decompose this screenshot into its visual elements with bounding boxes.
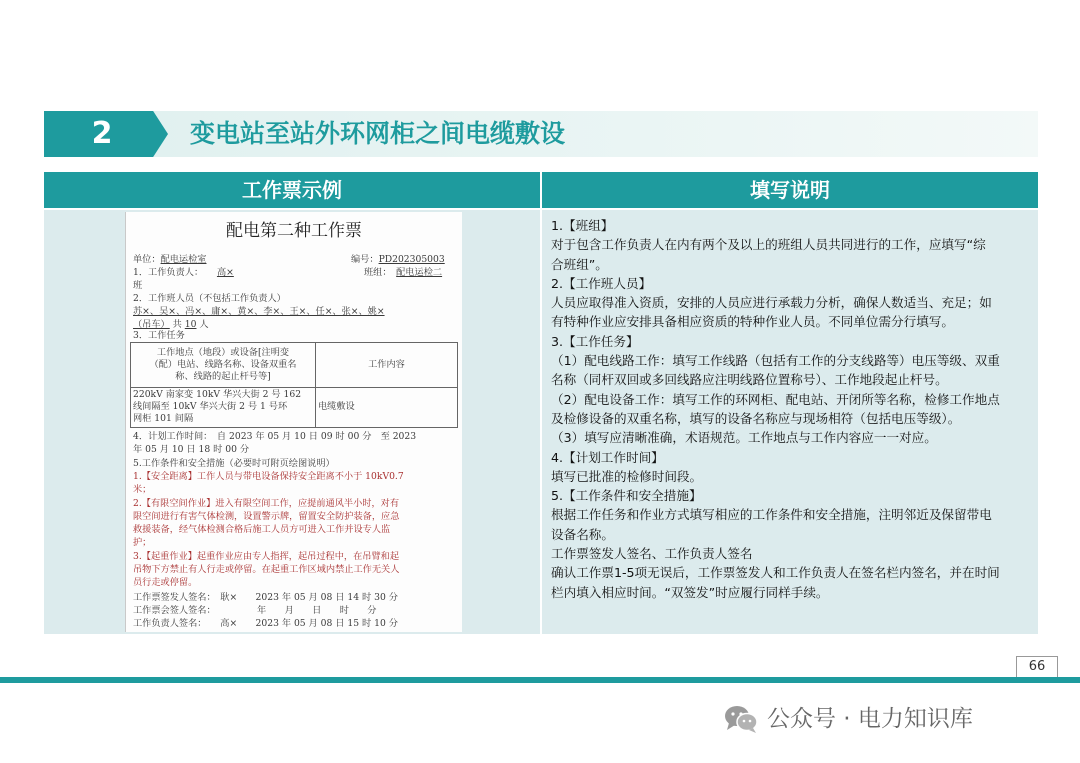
desc-line: 工作票签发人签名、工作负责人签名 xyxy=(551,546,753,562)
desc-line: 有特种作业应安排具备相应资质的特种作业人员。不同单位需分行填写。 xyxy=(551,314,954,330)
ticket-unit-line: 单位：配电运检室 xyxy=(133,254,207,265)
ticket-team-line: 班组： 配电运检二 xyxy=(364,267,443,278)
ticket-cond2-line1: 2.【有限空间作业】进入有限空间工作，应提前通风半小时，对有 xyxy=(133,498,400,509)
table-header-example: 工作票示例 xyxy=(44,172,540,208)
ticket-cond3-line3: 员行走或停留。 xyxy=(133,577,198,588)
watermark-text: 公众号 · 电力知识库 xyxy=(767,706,973,732)
instructions-text xyxy=(551,216,1035,602)
desc-line: 栏内填入相应时间。“双签发”时应履行同样手续。 xyxy=(551,584,829,600)
task-header-location: 工作地点（地段）或设备[注明变 （配）电站、线路名称、设备双重名 称、线路的起止杆号等] xyxy=(149,347,297,382)
ticket-unit-value: 配电运检室 xyxy=(160,254,207,265)
ticket-code-line: 编号：PD202305003 xyxy=(351,254,445,265)
work-ticket-image xyxy=(125,212,462,632)
table-header-instructions: 填写说明 xyxy=(542,172,1038,208)
section-title: 变电站至站外环网柜之间电缆敷设 xyxy=(190,119,566,148)
desc-line: 2.【工作班人员】 xyxy=(551,275,652,291)
desc-line: 确认工作票1-5项无误后，工作票签发人和工作负责人在签名栏内签名，并在时间 xyxy=(551,565,1000,581)
desc-line: 名称（同杆双回或多回线路应注明线路位置称号）、工作地段起止杆号。 xyxy=(551,372,948,388)
ticket-title: 配电第二种工作票 xyxy=(226,221,362,241)
wechat-icon xyxy=(723,703,759,735)
task-row-location: 220kV 南家变 10kV 华兴大街 2 号 162 线间隔至 10kV 华兴大街 2 号 1 号环 网柜 101 间隔 xyxy=(133,389,302,424)
ticket-cond1-line2: 米； xyxy=(133,484,152,495)
desc-line: 填写已批准的检修时间段。 xyxy=(551,468,703,484)
desc-line: （2）配电设备工作：填写工作的环网柜、配电站、开闭所等名称，检修工作地点 xyxy=(551,391,1000,407)
ticket-cond2-line3: 救援装备，经气体检测合格后施工人员方可进入工作并设专人监 xyxy=(133,524,391,535)
section-number: 2 xyxy=(91,116,113,151)
desc-line: 3.【工作任务】 xyxy=(551,333,639,349)
ticket-cond2-line4: 护； xyxy=(133,537,152,548)
page-number: 66 xyxy=(1016,656,1058,678)
desc-line: 人员应取得准入资质，安排的人员应进行承载力分析，确保人数适当、充足；如 xyxy=(551,295,992,311)
ticket-team-cont: 班 xyxy=(133,280,143,291)
example-cell xyxy=(44,210,540,634)
ticket-plan-line1: 4．计划工作时间： 自 2023 年 05 月 10 日 09 时 00 分 至 2023 xyxy=(133,431,417,442)
task-header-content: 工作内容 xyxy=(368,359,405,370)
ticket-cond1-line1: 1.【安全距离】工作人员与带电设备保持安全距离不小于 10kV0.7 xyxy=(133,471,404,482)
ticket-cond2-line2: 限空间进行有害气体检测，设置警示牌，留置安全防护装备，应急 xyxy=(133,511,400,522)
ticket-leader-value: 高× xyxy=(216,267,234,278)
desc-line: 1.【班组】 xyxy=(551,218,614,233)
ticket-members-line2: （吊车） 共 10 人 xyxy=(133,319,209,330)
ticket-conditions-label: 5.工作条件和安全措施（必要时可附页绘图说明） xyxy=(133,458,335,469)
ticket-team-value: 配电运检二 xyxy=(396,267,443,278)
desc-line: （1）配电线路工作：填写工作线路（包括有工作的分支线路等）电压等级、双重 xyxy=(551,353,1000,369)
ticket-sign-cosigner: 工作票会签人签名： 年 月 日 时 分 xyxy=(133,605,377,616)
task-row-content: 电缆敷设 xyxy=(318,401,355,412)
ticket-code-value: PD202305003 xyxy=(378,254,445,265)
desc-line: 4.【计划工作时间】 xyxy=(551,449,664,465)
ticket-task-label: 3．工作任务 xyxy=(133,330,185,341)
desc-line: 合班组”。 xyxy=(551,256,608,272)
desc-line: 设备名称。 xyxy=(551,526,614,542)
desc-line: 根据工作任务和作业方式填写相应的工作条件和安全措施，注明邻近及保留带电 xyxy=(551,507,992,523)
footer-bar xyxy=(0,677,1080,683)
ticket-members-line1: 苏×、吴×、冯×、庸×、黄×、李×、王×、任×、张×、姚× xyxy=(133,306,385,317)
ticket-cond3-line2: 吊物下方禁止有人行走或停留。在起重工作区域内禁止工作无关人 xyxy=(133,564,400,575)
desc-line: 对于包含工作负责人在内有两个及以上的班组人员共同进行的工作，应填写“综 xyxy=(551,237,986,253)
ticket-leader-line: 1．工作负责人： 高× xyxy=(133,267,234,278)
ticket-sign-issuer: 工作票签发人签名： 耿× 2023 年 05 月 08 日 14 时 30 分 xyxy=(133,592,398,603)
ticket-plan-line2: 年 05 月 10 日 18 时 00 分 xyxy=(133,444,250,455)
ticket-sign-leader: 工作负责人签名： 高× 2023 年 05 月 08 日 15 时 10 分 xyxy=(133,618,398,629)
ticket-cond3-line1: 3.【起重作业】起重作业应由专人指挥，起吊过程中，在吊臂和起 xyxy=(133,551,400,562)
desc-line: 及检修设备的双重名称，填写的设备名称应与现场相符（包括电压等级）。 xyxy=(551,410,961,426)
desc-line: （3）填写应清晰准确，术语规范。工作地点与工作内容应一一对应。 xyxy=(551,430,937,446)
ticket-task-table xyxy=(130,342,458,428)
ticket-members-label: 2．工作班人员（不包括工作负责人） xyxy=(133,293,286,304)
desc-line: 5.【工作条件和安全措施】 xyxy=(551,488,702,504)
